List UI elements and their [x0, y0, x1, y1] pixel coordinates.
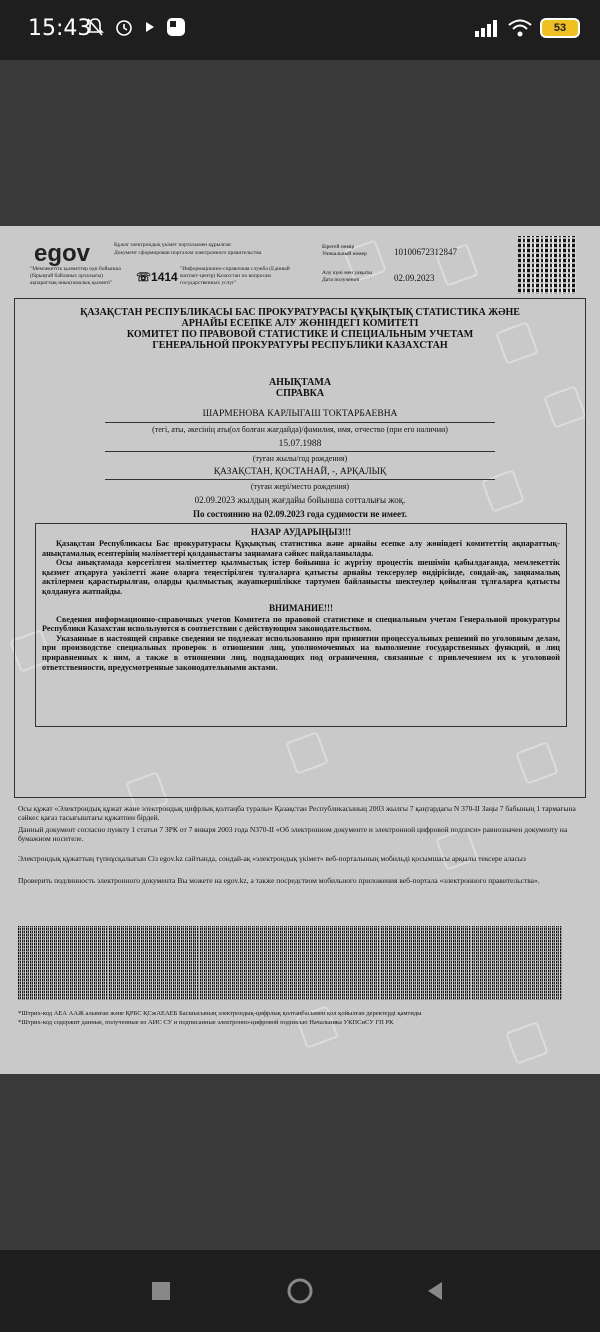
portal-line-ru: Документ сформирован порталом электронного правительства — [114, 250, 262, 256]
reg-label-kz: Бірегей нөмір — [322, 244, 355, 250]
portal-line-kz: Құжат электрондық үкімет порталымен құрылған — [114, 242, 231, 248]
mute-notifications-icon — [86, 17, 104, 37]
warning-title-kz: НАЗАР АУДАРЫҢЫЗ!!! — [250, 527, 352, 537]
barcode-segment — [381, 926, 471, 1000]
navigation-bar — [0, 1250, 600, 1332]
phone-icon: ☏ — [136, 270, 152, 284]
document-header — [24, 236, 576, 296]
verify-note-kz: Электрондық құжаттың түпнұсқалығын Сіз egov.kz сайтында, сондай-ақ «электрондық үкімет» веб-порталының мобильді қосымшасы арқылы тексере аласыз — [18, 854, 526, 863]
service-info-kz: "Мемлекеттік қызметтер одн бойынша (бірыңғай байланыс орталығы) ақпараттық-анықтамалық қызметі" — [30, 266, 121, 286]
date-value: 02.09.2023 — [394, 273, 435, 283]
barcode-segment — [200, 926, 290, 1000]
barcode-segment — [290, 926, 380, 1000]
hotline-value: 1414 — [151, 270, 178, 284]
warning-para-kz1: Қазақстан Республикасы Бас прокуратурасы Құқықтық статистика және арнайы есепке алу жөніндегі комитеттің ақпараттық-анықтамалық есептерінің мәліметтері қолданыстағы заңнамаға сәйкес пайдаланылады. — [42, 539, 560, 558]
warning-para-ru2: Указанные в настоящей справке сведения не подлежат использованию при принятии процессуальных решений по уголовным делам, при производстве специальных проверок в отношении лиц, уполномоченных на выполнение государственных функций, и лиц приравненных к ним, а также в отношении лиц, подпадающих под ограничения, связанные с привлечением их к уголовной ответственности, предусмотренные законодательными актами. — [42, 633, 560, 672]
clock: 15:43 — [28, 16, 92, 41]
certificate-frame — [14, 298, 586, 798]
play-icon — [144, 20, 156, 34]
divider — [105, 451, 495, 452]
full-name-note: (тегі, аты, әкесінің аты(ол болған жағдайда)/фамилия, имя, отчество (при его наличии) — [152, 425, 448, 434]
divider — [105, 422, 495, 423]
notification-icons — [86, 17, 186, 37]
watermark — [505, 1021, 549, 1065]
birth-place-note: (туған жері/место рождения) — [250, 482, 350, 491]
warning-title-ru: ВНИМАНИЕ!!! — [269, 602, 333, 613]
document-page[interactable] — [0, 226, 600, 1074]
wifi-icon — [508, 19, 532, 37]
date-label-ru: Дата получения — [322, 277, 360, 283]
status-kz: 02.09.2023 жылдың жағдайы бойынша сотталығы жоқ. — [194, 495, 406, 505]
recents-icon[interactable] — [150, 1280, 172, 1302]
legal-note-kz: Осы құжат «Электрондық құжат және электрондық цифрлық қолтаңба туралы» Қазақстан Республикасының 2003 жылғы 7 қаңтардағы N 370-II Заңы 7 бабының 1 тармағына сәйкес қағаз тасығыштағы құжатпен бірдей. — [18, 804, 576, 822]
organization-name — [15, 307, 585, 351]
system-icons — [474, 18, 580, 38]
org-ru-line1: КОМИТЕТ ПО ПРАВОВОЙ СТАТИСТИКЕ И СПЕЦИАЛЬНЫМ УЧЕТАМ — [126, 329, 474, 340]
birth-date-note: (туған жылы/год рождения) — [252, 454, 348, 463]
barcode-note-ru: *Штрих-код содержит данные, полученные из АИС СУ и подписанные электронно-цифровой подписью Начальника УКПСиСУ ГП РК — [18, 1019, 394, 1026]
legal-note-ru: Данный документ согласно пункту 1 статьи 7 ЗРК от 7 января 2003 года N370-II «Об электронном документе и электронной цифровой подписи» равнозначен документу на бумажном носителе. — [18, 825, 568, 843]
warning-para-ru1: Сведения информационно-справочных учетов Комитета по правовой статистике и специальным учетам Генеральной прокуратуры Республики Казахстан используются в соответствии с действующим законодательством. — [42, 614, 560, 634]
barcode-segment — [18, 926, 108, 1000]
barcode-segment — [109, 926, 199, 1000]
warning-box — [35, 523, 567, 727]
home-icon[interactable] — [286, 1277, 314, 1305]
reg-number: 10100672312847 — [394, 247, 457, 257]
barcode-note-kz: *Штрих-код АЕА ААЖ алынған және ҚРБС ҚСжАЕАЕБ Басшысының электрондық-цифрлық қолтаңбасымен қол қойылған деректерді қамтиды — [18, 1010, 422, 1017]
divider — [105, 479, 495, 480]
date-label-kz: Алу күні мен уақыты — [322, 270, 372, 276]
alarm-icon — [114, 17, 134, 37]
app-notification-icon — [166, 17, 186, 37]
signal-icon — [474, 19, 500, 37]
certificate-title — [15, 377, 585, 399]
birth-place: ҚАЗАҚСТАН, ҚОСТАНАЙ, -, АРҚАЛЫҚ — [213, 467, 387, 477]
service-info-ru: "Информационно-справочная служба (Единый контакт-центр) Казахстан по вопросам государственных услуг" — [180, 266, 290, 286]
org-ru-line2: ГЕНЕРАЛЬНОЙ ПРОКУРАТУРЫ РЕСПУБЛИКИ КАЗАХСТАН — [152, 340, 448, 351]
full-name: ШАРМЕНОВА КАРЛЫГАШ ТОКТАРБАЕВНА — [202, 409, 398, 419]
title-kz: АНЫҚТАМА — [268, 377, 332, 388]
birth-date: 15.07.1988 — [278, 439, 322, 449]
egov-logo: egov — [34, 240, 91, 267]
barcode-segment — [472, 926, 562, 1000]
battery-indicator: 53 — [540, 18, 580, 38]
document-barcode — [18, 926, 562, 1000]
back-icon[interactable] — [424, 1280, 446, 1302]
status-ru: По состоянию на 02.09.2023 года судимости не имеет. — [193, 509, 407, 519]
status-bar — [0, 0, 600, 60]
verify-note-ru: Проверить подлинность электронного документа Вы можете на egov.kz, а также посредством мобильного приложения веб-портала «электронного правительства». — [18, 876, 540, 885]
reg-label-ru: Уникальный номер — [322, 251, 367, 257]
title-ru: СПРАВКА — [275, 388, 325, 399]
org-kz-line2: АРНАЙЫ ЕСЕПКЕ АЛУ ЖӨНІНДЕГІ КОМИТЕТІ — [181, 318, 419, 329]
qr-code — [518, 236, 576, 294]
warning-para-kz2: Осы анықтамада көрсетілген мәліметтер қылмыстық істер бойынша іс жүргізу процестік шешімін қабылдағанда, мемлекеттік қызмет атқаруға уәкілетті және оларға теңестірілген тұлғаларға қатысты арнайы тексерулер өндірісінде, сондай-ақ, заңнамалық актілермен қарастырылған, оларды қылмыстық жауапкершілікке тартумен байланысты шектеулер қойылған тұлғаларға қатысты қолдануға жатпайды. — [42, 558, 560, 596]
hotline-number — [136, 270, 178, 284]
org-kz-line1: ҚАЗАҚСТАН РЕСПУБЛИКАСЫ БАС ПРОКУРАТУРАСЫ ҚҰҚЫҚТЫҚ СТАТИСТИКА ЖӘНЕ — [80, 307, 520, 318]
